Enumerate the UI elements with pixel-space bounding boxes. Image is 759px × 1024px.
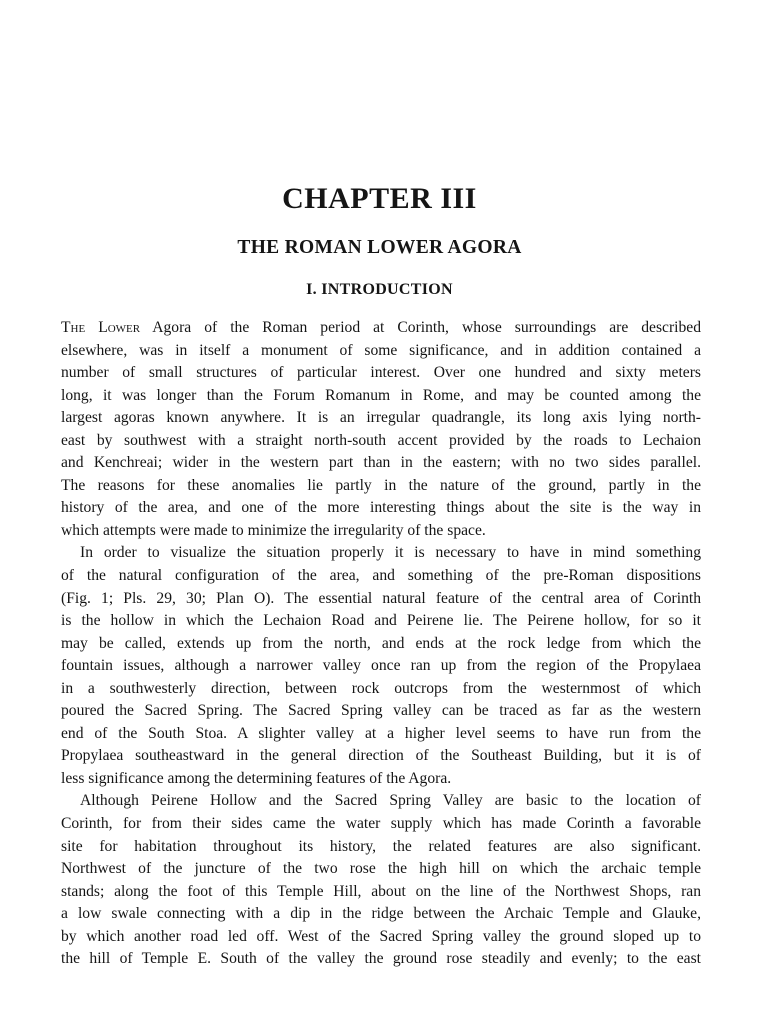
section-heading: I. INTRODUCTION [306,281,453,298]
text-line: fountain issues, although a narrower valley once ran up from the region of the Propylaea [61,657,701,675]
text-line: Propylaea southeastward in the general direction of the Southeast Building, but it is of [61,747,701,765]
text-line: In order to visualize the situation properly it is necessary to have in mind something [80,544,701,562]
body-text [61,317,701,971]
text-line: history of the area, and one of the more interesting things about the site is the way in [61,499,701,517]
text-line: in a southwesterly direction, between rock outcrops from the westernmost of which [61,679,701,697]
text-line: elsewhere, was in itself a monument of some significance, and in addition contained a [61,341,701,359]
text-line: and Kenchreai; wider in the western part than in the eastern; with no two sides parallel. [61,454,701,472]
paragraph-1 [61,317,701,542]
text-line: which attempts were made to minimize the irregularity of the space. [61,521,486,539]
chapter-heading: CHAPTER III [282,182,477,215]
text-line: end of the South Stoa. A slighter valley at a higher level seems to have run from the [61,724,701,742]
text-line: stands; along the foot of this Temple Hill, about on the line of the Northwest Shops, ran [61,882,701,900]
text-line: site for habitation throughout its history, the related features are also significant. [61,837,701,855]
text-line: number of small structures of particular interest. Over one hundred and sixty meters [61,364,701,382]
chapter-title: THE ROMAN LOWER AGORA [237,237,522,258]
lead-small-caps: The Lower [61,319,141,336]
text-line: a low swale connecting with a dip in the ridge between the Archaic Temple and Glauke, [61,905,701,923]
text-line: by which another road led off. West of the Sacred Spring valley the ground sloped up to [61,927,701,945]
text-line: less significance among the determining features of the Agora. [61,769,452,787]
text-line: poured the Sacred Spring. The Sacred Spring valley can be traced as far as the western [61,702,701,720]
text-line: east by southwest with a straight north-south accent provided by the roads to Lechaion [61,431,701,449]
text-line: Corinth, for from their sides came the water supply which has made Corinth a favorable [61,815,701,833]
text-line: long, it was longer than the Forum Romanum in Rome, and may be counted among the [61,386,701,404]
text-line: may be called, extends up from the north, and ends at the rock ledge from which the [61,634,701,652]
text-line: is the hollow in which the Lechaion Road and Peirene lie. The Peirene hollow, for so it [61,612,701,630]
text-line: of the natural configuration of the area, and something of the pre-Roman dispositions [61,567,701,585]
text-line: Although Peirene Hollow and the Sacred Spring Valley are basic to the location of [80,792,701,810]
text-line: the hill of Temple E. South of the valley the ground rose steadily and evenly; to the east [61,950,701,968]
paragraph-2 [61,542,701,790]
text-line: largest agoras known anywhere. It is an irregular quadrangle, its long axis lying north- [61,409,701,427]
text-line: (Fig. 1; Pls. 29, 30; Plan O). The essential natural feature of the central area of Corinth [61,589,701,607]
paragraph-3 [61,790,701,970]
text-line [61,317,701,340]
text-line: Northwest of the juncture of the two rose the high hill on which the archaic temple [61,860,701,878]
text-line-content: Agora of the Roman period at Corinth, whose surroundings are described [140,319,702,336]
text-line: The reasons for these anomalies lie partly in the nature of the ground, partly in the [61,476,701,494]
